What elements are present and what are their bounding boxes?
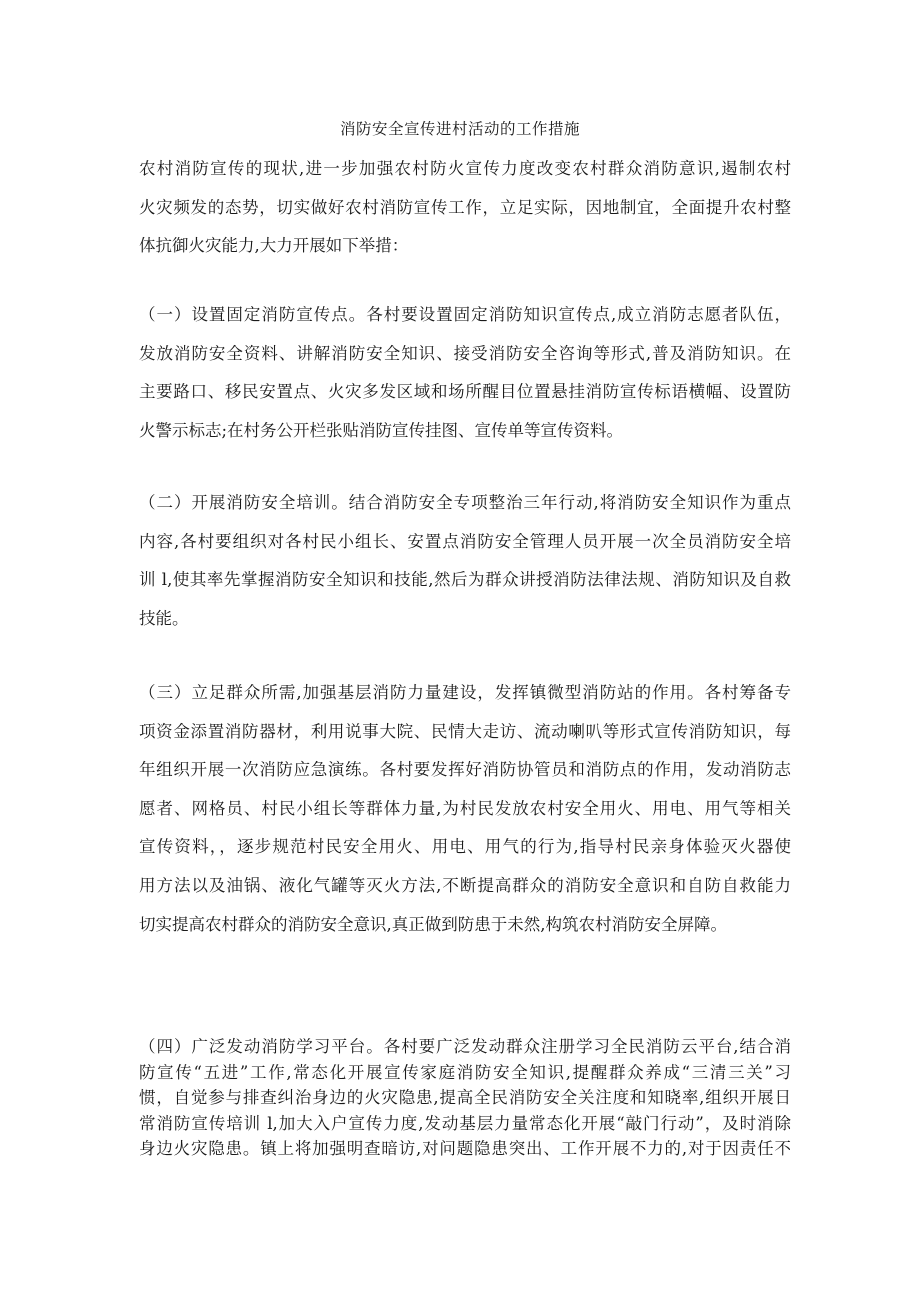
section-4-paragraph (139, 1034, 791, 1162)
section-1-paragraph (139, 296, 791, 450)
section-2-line: 内容,各村要组织对各村民小组长、安置点消防安全管理人员开展一次全员消防安全培 (139, 531, 791, 551)
section-3-line: 切实提高农村群众的消防安全意识,真正做到防患于未然,构筑农村消防安全屏障。 (139, 914, 727, 934)
section-2-line: （二）开展消防安全培训。结合消防安全专项整治三年行动,将消防安全知识作为重点 (139, 493, 791, 512)
section-3-line: （三）立足群众所需,加强基层消防力量建设，发挥镇微型消防站的作用。各村筹备专 (139, 683, 791, 702)
section-1-line: 发放消防安全资料、讲解消防安全知识、接受消防安全咨询等形式,普及消防知识。在 (139, 343, 791, 363)
section-3-line: 宣传资料，，逐步规范村民安全用火、用电、用气的行为,指导村民亲身体验灭火器使 (139, 837, 791, 857)
intro-line: 火灾频发的态势，切实做好农村消防宣传工作，立足实际，因地制宜，全面提升农村整 (139, 197, 791, 217)
section-2-line: 训 l,使其率先掌握消防安全知识和技能,然后为群众讲授消防法律法规、消防知识及自救 (139, 570, 791, 590)
section-1-line: 火警示标志;在村务公开栏张贴消防宣传挂图、宣传单等宣传资料。 (139, 420, 624, 440)
section-4-line: 惯，自觉参与排查纠治身边的火灾隐患,提高全民消防安全关注度和知晓率,组织开展日 (139, 1088, 791, 1107)
section-4-line: 防宣传“五进”工作,常态化开展宣传家庭消防安全知识,提醒群众养成“三清三关”习 (139, 1062, 791, 1082)
intro-paragraph (139, 150, 791, 266)
section-3-line: 用方法以及油锅、液化气罐等灭火方法,不断提高群众的消防安全意识和自防自救能力 (139, 875, 791, 895)
section-4-line: 身边火灾隐患。镇上将加强明查暗访,对问题隐患突出、工作开展不力的,对于因责任不 (139, 1139, 791, 1158)
intro-line: 体抗御火灾能力,大力开展如下举措： (139, 236, 409, 256)
section-4-line: 常消防宣传培训 l,加大入户宣传力度,发动基层力量常态化开展“敲门行动”，及时消除 (139, 1113, 791, 1133)
section-2-line: 技能。 (139, 608, 189, 628)
intro-line: 农村消防宣传的现状,进一步加强农村防火宣传力度改变农村群众消防意识,遏制农村 (139, 159, 791, 178)
section-3-line: 项资金添置消防器材，利用说事大院、民情大走访、流动喇叭等形式宣传消防知识，每 (139, 721, 791, 741)
section-3-line: 愿者、网格员、村民小组长等群体力量,为村民发放农村安全用火、用电、用气等相关 (139, 798, 791, 818)
section-3-line: 年组织开展一次消防应急演练。各村要发挥好消防协管员和消防点的作用，发动消防志 (139, 760, 791, 780)
section-3-paragraph (139, 674, 791, 944)
section-1-line: （一）设置固定消防宣传点。各村要设置固定消防知识宣传点,成立消防志愿者队伍， (139, 305, 791, 324)
section-2-paragraph (139, 484, 791, 638)
section-4-line: （四）广泛发动消防学习平台。各村要广泛发动群众注册学习全民消防云平台,结合消 (139, 1037, 791, 1056)
document-title: 消防安全宣传进村活动的工作措施 (339, 120, 580, 138)
section-1-line: 主要路口、移民安置点、火灾多发区域和场所醒目位置悬挂消防宣传标语横幅、设置防 (139, 382, 791, 402)
